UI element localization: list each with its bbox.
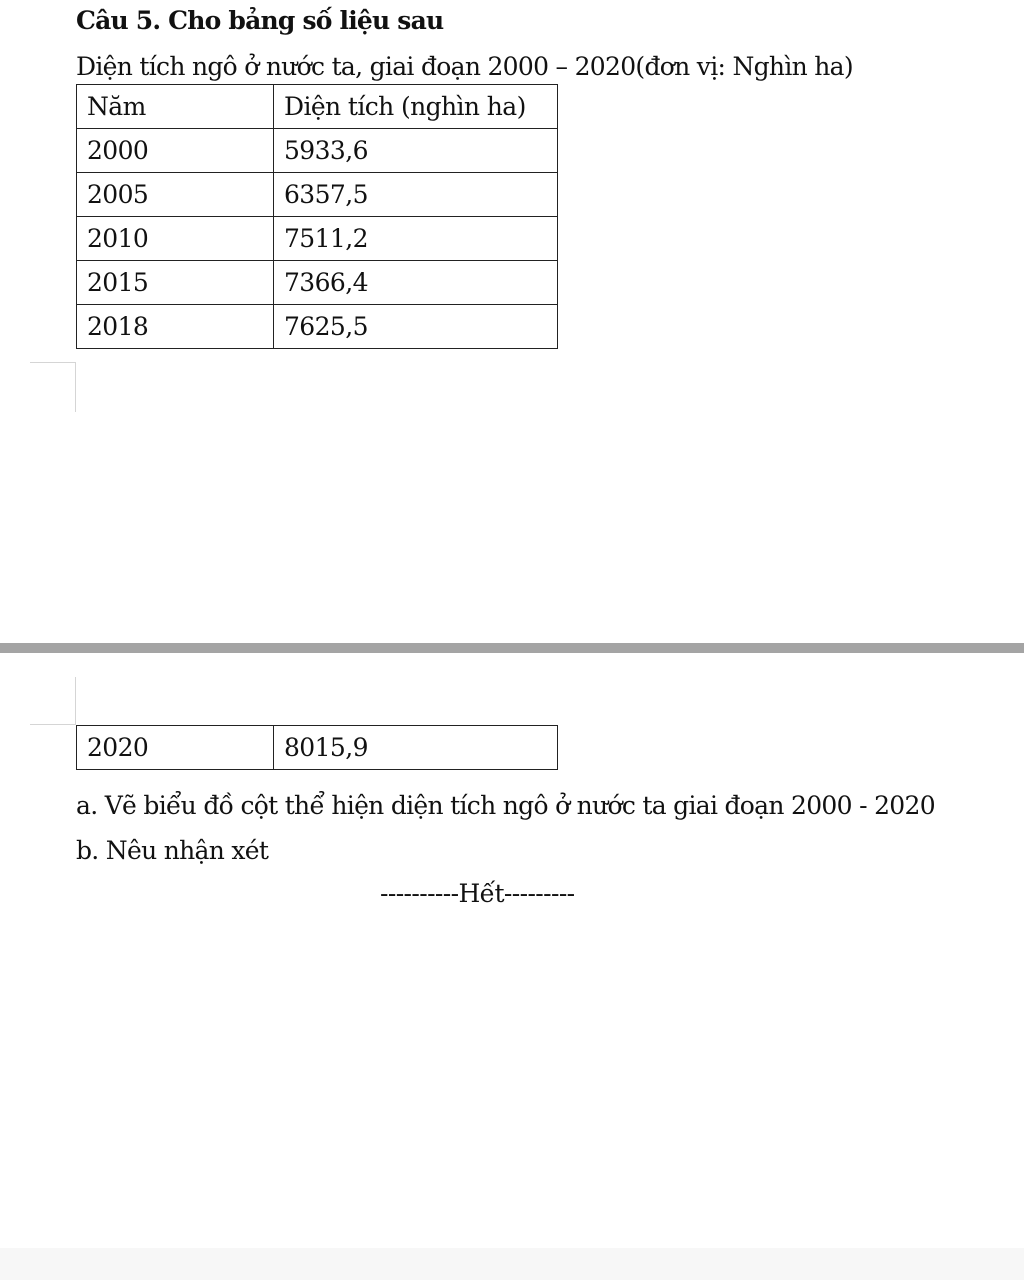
table-row: [77, 173, 558, 217]
data-table-part-1: [76, 84, 558, 349]
task-a: a. Vẽ biểu đồ cột thể hiện diện tích ngô ở nước ta giai đoạn 2000 - 2020: [76, 791, 935, 820]
crop-mark-vertical: [75, 362, 76, 412]
cell-year: 2000: [77, 129, 274, 173]
crop-mark-horizontal: [30, 362, 76, 363]
crop-mark-vertical: [75, 677, 76, 725]
question-title: Câu 5. Cho bảng số liệu sau: [76, 6, 444, 35]
table-row: [77, 261, 558, 305]
cell-area: 6357,5: [274, 173, 558, 217]
header-year: Năm: [77, 85, 274, 129]
cell-area: 8015,9: [274, 726, 558, 770]
cell-year: 2010: [77, 217, 274, 261]
page-footer-shade: [0, 1248, 1024, 1280]
table-row: [77, 217, 558, 261]
table-row: [77, 305, 558, 349]
table-row: [77, 726, 558, 770]
header-area: Diện tích (nghìn ha): [274, 85, 558, 129]
cell-area: 7366,4: [274, 261, 558, 305]
cell-year: 2020: [77, 726, 274, 770]
data-table-part-2: [76, 725, 558, 770]
table-caption: Diện tích ngô ở nước ta, giai đoạn 2000 – 2020(đơn vị: Nghìn ha): [76, 52, 853, 81]
cell-area: 5933,6: [274, 129, 558, 173]
table-header-row: [77, 85, 558, 129]
page-separator: [0, 643, 1024, 653]
cell-year: 2018: [77, 305, 274, 349]
cell-area: 7625,5: [274, 305, 558, 349]
task-b: b. Nêu nhận xét: [76, 836, 269, 865]
page-2: [0, 653, 1024, 1248]
crop-mark-horizontal: [30, 724, 76, 725]
cell-year: 2005: [77, 173, 274, 217]
cell-area: 7511,2: [274, 217, 558, 261]
table-row: [77, 129, 558, 173]
cell-year: 2015: [77, 261, 274, 305]
end-mark: ----------Hết---------: [380, 879, 575, 908]
